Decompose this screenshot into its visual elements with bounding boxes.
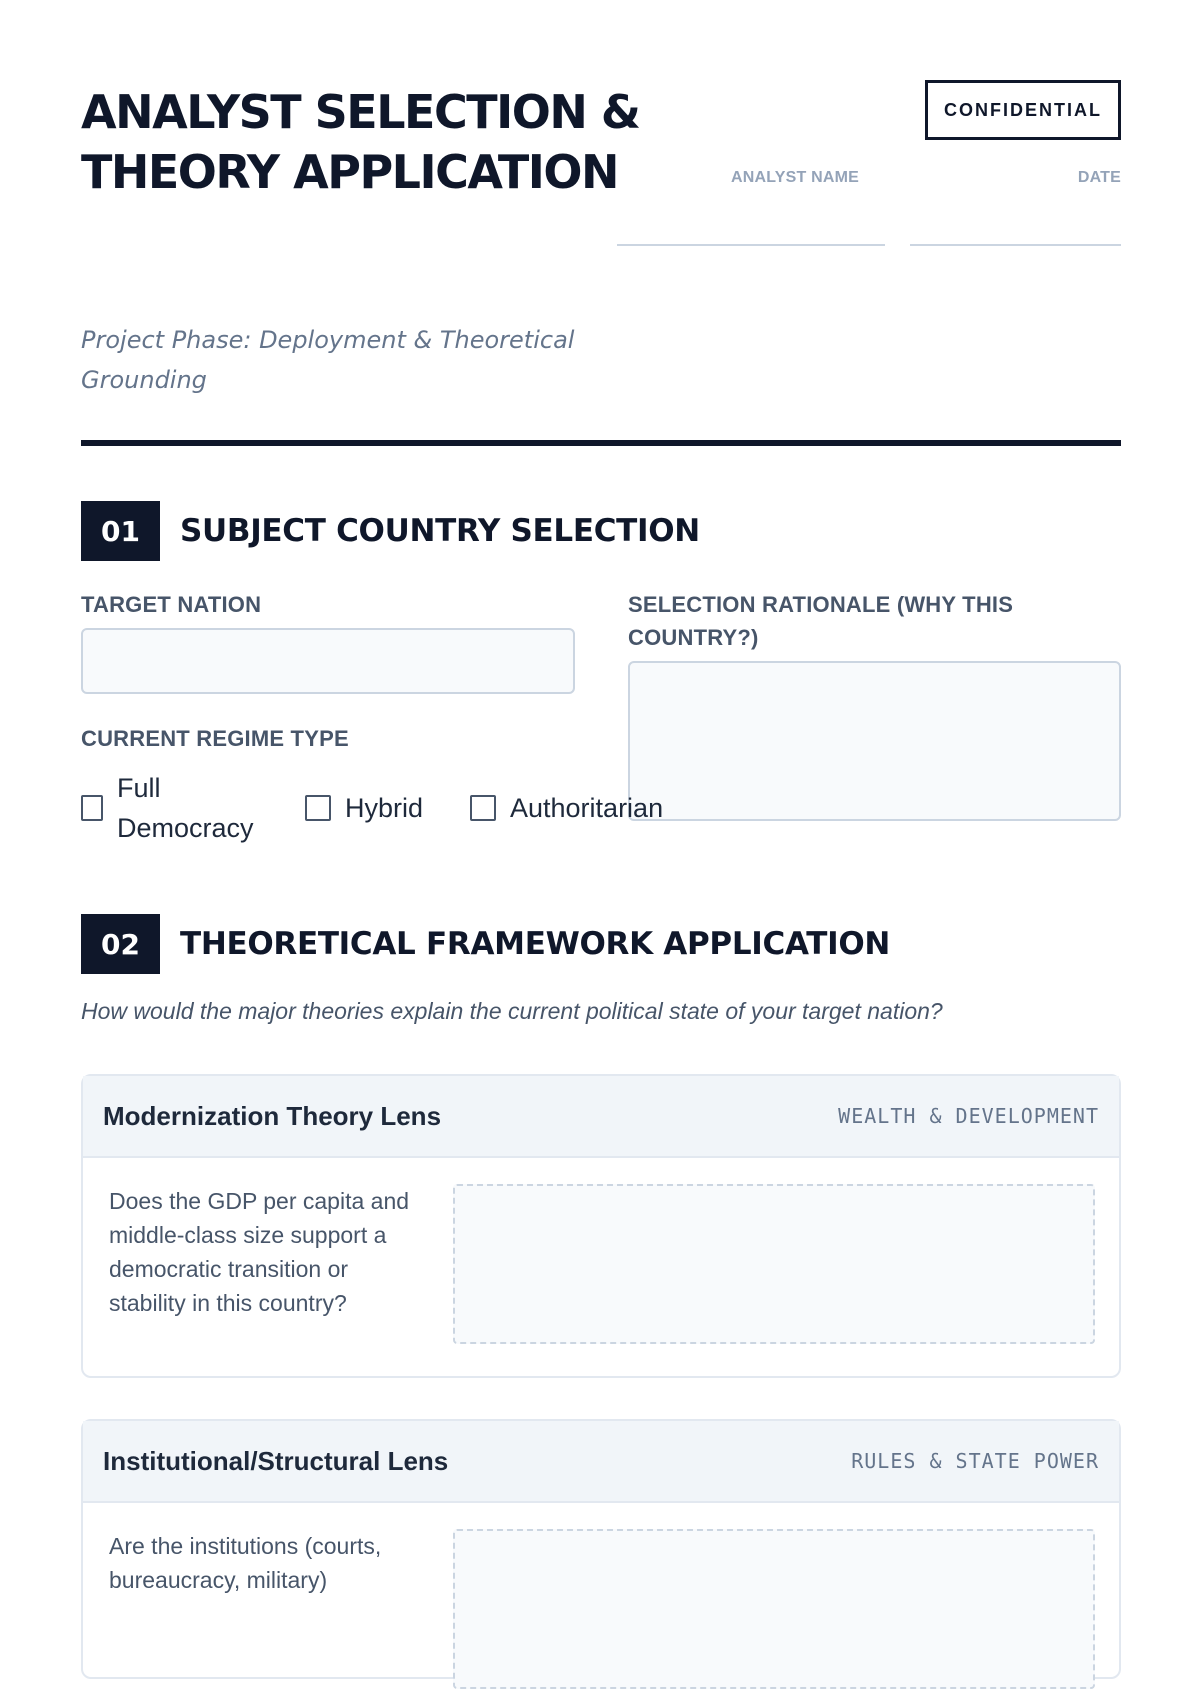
- checkbox[interactable]: [81, 795, 103, 821]
- card-tag: RULES & STATE POWER: [851, 1449, 1099, 1473]
- section-2-title: THEORETICAL FRAMEWORK APPLICATION: [179, 926, 891, 962]
- card-answer-area[interactable]: [453, 1529, 1095, 1689]
- section-2-header: [81, 914, 890, 974]
- section-2-prompt: How would the major theories explain the current political state of your target nation?: [81, 998, 943, 1024]
- regime-option-label: Full Democracy: [117, 773, 254, 843]
- regime-option-label: Authoritarian: [510, 793, 664, 823]
- checkbox[interactable]: [470, 795, 496, 821]
- date-field[interactable]: [910, 244, 1121, 246]
- target-nation-label: TARGET NATION: [81, 592, 262, 617]
- card-title: Modernization Theory Lens: [103, 1100, 442, 1131]
- date-label: DATE: [1077, 169, 1121, 186]
- section-2-number: 02: [81, 914, 160, 974]
- rationale-label: SELECTION RATIONALE (WHY THIS COUNTRY?): [628, 592, 1014, 650]
- analyst-name-label: ANALYST NAME: [731, 169, 860, 186]
- confidential-badge: CONFIDENTIAL: [925, 80, 1121, 140]
- theory-card-institutional: [81, 1419, 1121, 1679]
- regime-type-options: [81, 768, 664, 848]
- regime-option-authoritarian[interactable]: [470, 788, 663, 828]
- analyst-name-field[interactable]: [617, 244, 885, 246]
- section-1-number: 01: [81, 501, 160, 561]
- section-1-title: SUBJECT COUNTRY SELECTION: [179, 513, 700, 549]
- target-nation-input[interactable]: [81, 628, 575, 694]
- section-1-header: [81, 501, 700, 561]
- card-header: [83, 1076, 1119, 1158]
- regime-type-label: CURRENT REGIME TYPE: [81, 726, 349, 751]
- card-header: [83, 1421, 1119, 1503]
- checkbox[interactable]: [305, 795, 331, 821]
- rationale-textarea[interactable]: [628, 661, 1121, 821]
- regime-option-hybrid[interactable]: [305, 788, 423, 828]
- card-question: Does the GDP per capita and middle-class size support a democratic transition or stability in this country?: [109, 1188, 410, 1316]
- worksheet-page: [81, 0, 1121, 1600]
- page-title: ANALYST SELECTION & THEORY APPLICATION: [81, 85, 640, 199]
- card-title: Institutional/Structural Lens: [103, 1445, 449, 1476]
- page-subtitle: Project Phase: Deployment & Theoretical Grounding: [81, 326, 575, 394]
- card-question: Are the institutions (courts, bureaucracy, military): [109, 1533, 382, 1593]
- theory-card-modernization: [81, 1074, 1121, 1378]
- regime-option-full-democracy[interactable]: [81, 768, 267, 848]
- regime-option-label: Hybrid: [345, 793, 424, 823]
- header-divider: [81, 440, 1121, 446]
- card-tag: WEALTH & DEVELOPMENT: [838, 1104, 1099, 1128]
- card-answer-area[interactable]: [453, 1184, 1095, 1344]
